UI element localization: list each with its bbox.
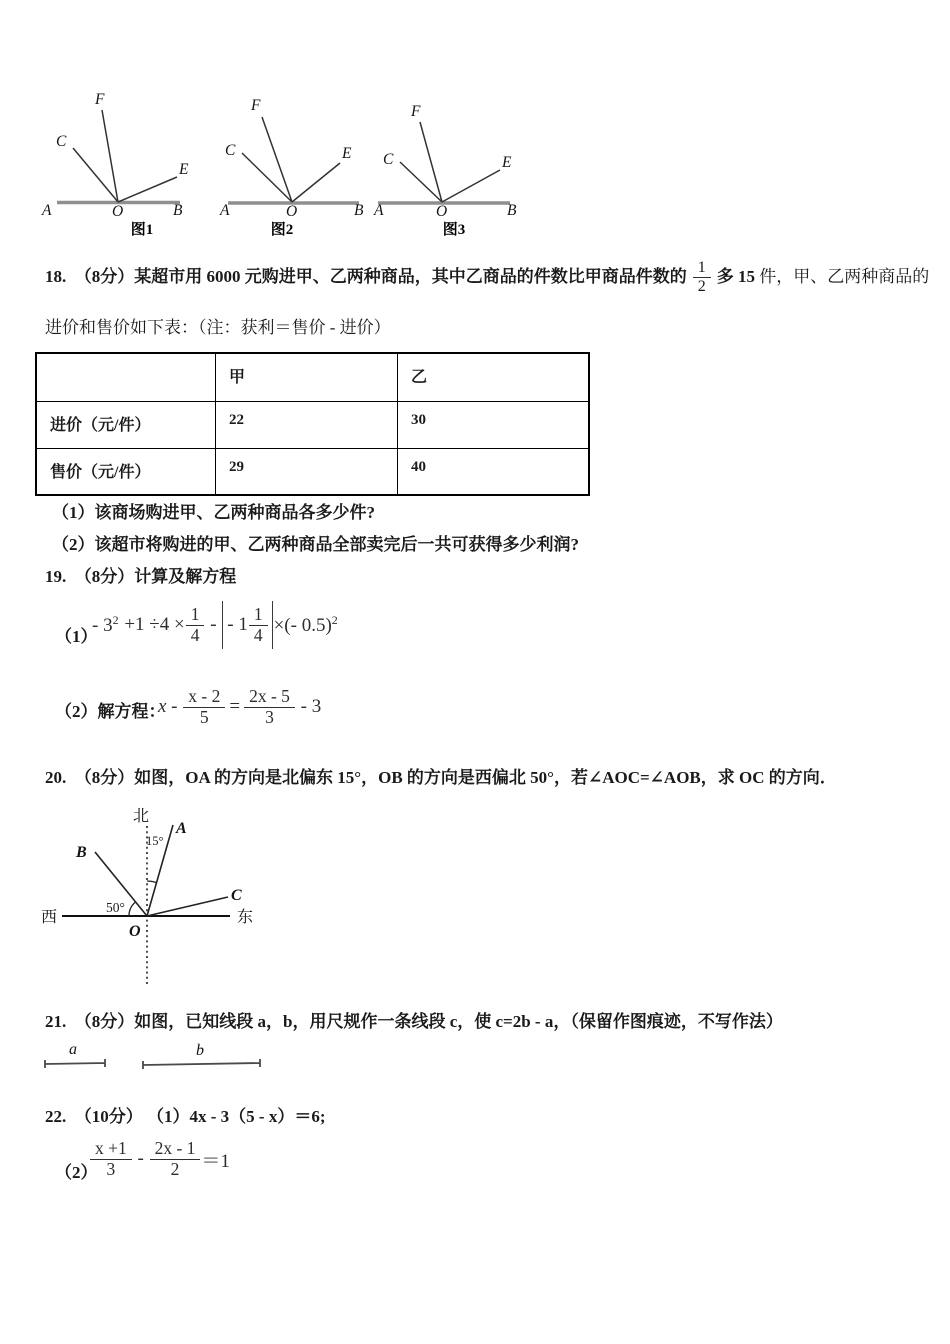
problem-18-q1: （1）该商场购进甲、乙两种商品各多少件?	[52, 503, 375, 522]
segments-diagram	[40, 1040, 280, 1085]
west-label: 西	[41, 909, 58, 926]
point-label-f: F	[95, 91, 105, 108]
table-row-selling-price	[36, 448, 589, 495]
angle-label-15: 15°	[146, 834, 164, 848]
problem-20-heading: 20. （8分）如图，OA 的方向是北偏东 15°，OB 的方向是西偏北 50°，若∠AOC=∠AOB，求 OC 的方向．	[45, 768, 837, 787]
absolute-value-group	[222, 601, 272, 649]
fraction-numerator: x +1	[90, 1139, 132, 1160]
term-neg-1: - 1	[227, 614, 248, 635]
problem-19-q1-label: （1）	[55, 627, 98, 646]
angle-figures	[30, 82, 550, 242]
fraction-one-half	[693, 259, 711, 296]
fraction-denominator: 3	[106, 1158, 116, 1179]
term-minus: -	[205, 614, 222, 635]
fraction-denominator: 2	[170, 1158, 180, 1179]
problem-18-text-regular: 件，甲、乙两种商品的	[755, 267, 930, 286]
fraction-numerator: x - 2	[183, 687, 225, 708]
angle-arc-15	[147, 881, 157, 883]
figure-caption-3: 图3	[442, 222, 466, 238]
point-label-o: O	[436, 203, 448, 220]
north-label: 北	[133, 808, 150, 825]
fraction-denominator: 5	[199, 706, 209, 727]
point-label-a: A	[42, 202, 52, 219]
point-label-a: A	[220, 202, 230, 219]
term-minus-3: - 3	[295, 696, 322, 717]
point-label-c: C	[383, 151, 394, 168]
expression-19-2	[158, 683, 321, 731]
point-label-o: O	[286, 203, 298, 220]
point-label-b: B	[354, 202, 364, 219]
angle-arc-50	[129, 902, 136, 916]
figure-3	[373, 103, 517, 238]
rays-cfe	[242, 117, 340, 202]
fraction-denominator: 4	[190, 624, 200, 645]
term-times-neg-half-squared	[274, 613, 338, 637]
point-label-o: O	[112, 203, 124, 220]
exponent: 2	[112, 613, 119, 627]
segment-b	[143, 1059, 260, 1069]
origin-label: O	[129, 923, 141, 940]
figure-caption-1: 图1	[130, 222, 154, 238]
term-x-minus: x -	[158, 696, 183, 717]
table-row-purchase-price	[36, 401, 589, 448]
cell-yi-selling: 40	[398, 448, 590, 495]
fraction-1-4	[186, 605, 205, 645]
header-cell-empty	[36, 353, 216, 401]
row-label: 售价（元/件）	[36, 448, 216, 495]
point-label-c: C	[231, 887, 242, 904]
cell-yi-purchase: 30	[398, 401, 590, 448]
point-label-c: C	[225, 142, 236, 159]
ray-oc	[147, 897, 228, 916]
figure-2	[219, 97, 364, 238]
figure-1	[41, 91, 189, 238]
point-label-b: B	[173, 202, 183, 219]
header-cell-jia: 甲	[216, 353, 398, 401]
fraction-x-plus-1-over-3	[90, 1139, 132, 1179]
problem-18-line1	[45, 252, 930, 302]
expression-22-2	[90, 1131, 230, 1187]
problem-18-line2: 进价和售价如下表：（注：获利＝售价 - 进价）	[45, 318, 391, 337]
point-label-e: E	[179, 161, 189, 178]
problem-18-q2: （2）该超市将购进的甲、乙两种商品全部卖完后一共可获得多少利润?	[52, 535, 579, 554]
fraction-numerator: 2x - 5	[244, 687, 295, 708]
fraction-x-minus-2-over-5	[183, 687, 225, 727]
segment-b-label: b	[196, 1042, 204, 1059]
point-label-e: E	[502, 154, 512, 171]
problem-19-q2-label: （2）解方程：	[55, 702, 166, 721]
segment-a-label: a	[69, 1041, 77, 1058]
table-header-row	[36, 353, 589, 401]
compass-diagram	[30, 800, 290, 995]
point-label-f: F	[251, 97, 261, 114]
point-label-c: C	[56, 133, 67, 150]
exponent: 2	[331, 613, 338, 627]
fraction-denominator: 2	[697, 277, 706, 295]
fraction-numerator: 1	[186, 605, 205, 626]
fraction-2x-minus-5-over-3	[244, 687, 295, 727]
problem-18-text-bold1: 18. （8分）某超市用 6000 元购进甲、乙两种商品，其中乙商品的件数比甲商品件数的	[45, 267, 687, 286]
cell-jia-purchase: 22	[216, 401, 398, 448]
term-minus: -	[132, 1148, 149, 1169]
point-label-a: A	[374, 202, 384, 219]
price-table	[35, 352, 590, 496]
figure-caption-2: 图2	[270, 222, 294, 238]
rays-cfe	[73, 110, 177, 202]
fraction-denominator: 3	[265, 706, 274, 727]
fraction-numerator: 1	[693, 259, 711, 278]
term-neg-3-squared	[92, 613, 119, 637]
term-text: - 3	[92, 615, 113, 636]
fraction-denominator: 4	[253, 624, 263, 645]
term-text: ×(- 0.5)	[273, 615, 332, 636]
fraction-numerator: 1	[249, 605, 268, 626]
row-label: 进价（元/件）	[36, 401, 216, 448]
point-label-e: E	[342, 145, 352, 162]
point-label-a: A	[176, 820, 187, 837]
header-cell-yi: 乙	[398, 353, 590, 401]
rays-cfe	[400, 122, 500, 202]
fraction-1-4	[249, 605, 268, 645]
equals-sign: =	[229, 696, 241, 717]
problem-22-q2-label: （2）	[55, 1163, 98, 1182]
point-label-f: F	[411, 103, 421, 120]
segment-a	[45, 1059, 105, 1068]
point-label-b: B	[507, 202, 517, 219]
expression-19-1	[92, 601, 338, 649]
east-label: 东	[237, 909, 254, 926]
problem-19-heading: 19. （8分）计算及解方程	[45, 567, 237, 586]
term-plus-div-times: +1 ÷4 ×	[119, 614, 185, 635]
term-equals-1: ＝1	[201, 1150, 230, 1172]
fraction-numerator: 2x - 1	[150, 1139, 201, 1160]
fraction-2x-minus-1-over-2	[150, 1139, 201, 1179]
point-label-b: B	[76, 844, 87, 861]
problem-21-heading: 21. （8分）如图，已知线段 a，b，用尺规作一条线段 c，使 c=2b - a，（保留作图痕迹，不写作法）	[45, 1012, 783, 1031]
cell-jia-selling: 29	[216, 448, 398, 495]
problem-22-line1: 22. （10分） （1）4x - 3（5 - x）＝6;	[45, 1107, 326, 1126]
angle-label-50: 50°	[106, 900, 125, 915]
problem-18-text-bold2: 多 15	[716, 267, 755, 286]
